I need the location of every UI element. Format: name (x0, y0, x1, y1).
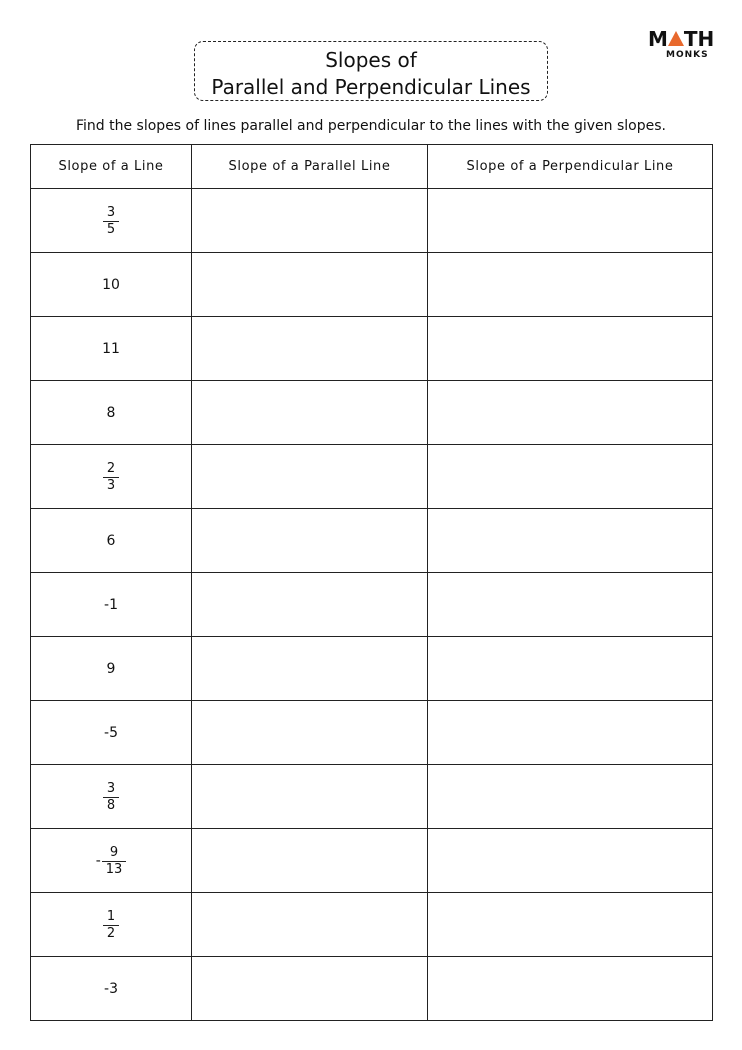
table-row (31, 765, 713, 829)
perpendicular-answer-cell[interactable] (428, 701, 713, 765)
given-slope-cell (31, 445, 192, 509)
header-perpendicular-slope: Slope of a Perpendicular Line (428, 145, 713, 189)
given-slope-cell (31, 893, 192, 957)
instructions: Find the slopes of lines parallel and perpendicular to the lines with the given slopes. (76, 118, 666, 134)
given-slope-cell (31, 701, 192, 765)
logo-wordmark (648, 28, 714, 50)
slope-value: -1 (104, 596, 118, 613)
slope-value: 10 (102, 276, 120, 293)
header-parallel-slope: Slope of a Parallel Line (192, 145, 428, 189)
parallel-answer-cell[interactable] (192, 765, 428, 829)
parallel-answer-cell[interactable] (192, 509, 428, 573)
given-slope-cell (31, 253, 192, 317)
slope-value: 9 (106, 660, 116, 677)
table-row (31, 189, 713, 253)
math-monks-logo (648, 28, 720, 64)
slopes-table (30, 144, 713, 1021)
slope-value: 11 (102, 340, 120, 357)
perpendicular-answer-cell[interactable] (428, 317, 713, 381)
parallel-answer-cell[interactable] (192, 829, 428, 893)
table-header-row (31, 145, 713, 189)
parallel-answer-cell[interactable] (192, 573, 428, 637)
logo-subtext: MONKS (666, 50, 709, 60)
table-row (31, 957, 713, 1021)
fraction (103, 461, 119, 493)
slope-value: -5 (104, 724, 118, 741)
given-slope-cell (31, 957, 192, 1021)
fraction (103, 781, 119, 813)
parallel-answer-cell[interactable] (192, 253, 428, 317)
table-row (31, 893, 713, 957)
table-row (31, 317, 713, 381)
perpendicular-answer-cell[interactable] (428, 893, 713, 957)
given-slope-cell (31, 765, 192, 829)
table-row (31, 445, 713, 509)
given-slope-cell (31, 509, 192, 573)
perpendicular-answer-cell[interactable] (428, 637, 713, 701)
fraction-numerator: 2 (106, 460, 116, 476)
table-row (31, 829, 713, 893)
title-box (194, 41, 548, 101)
parallel-answer-cell[interactable] (192, 893, 428, 957)
header-slope-of-line: Slope of a Line (31, 145, 192, 189)
given-slope-cell (31, 317, 192, 381)
fraction-denominator: 3 (103, 477, 119, 493)
perpendicular-answer-cell[interactable] (428, 765, 713, 829)
fraction-numerator: 3 (106, 780, 116, 796)
parallel-answer-cell[interactable] (192, 381, 428, 445)
fraction-denominator: 2 (103, 925, 119, 941)
perpendicular-answer-cell[interactable] (428, 381, 713, 445)
negative-sign: - (95, 852, 101, 869)
perpendicular-answer-cell[interactable] (428, 253, 713, 317)
table-row (31, 381, 713, 445)
perpendicular-answer-cell[interactable] (428, 829, 713, 893)
fraction-numerator: 1 (106, 908, 116, 924)
fraction-denominator: 8 (103, 797, 119, 813)
logo-letters-th: TH (683, 27, 715, 51)
logo-letter-m: M (648, 27, 668, 51)
fraction (102, 845, 127, 877)
fraction-denominator: 5 (103, 221, 119, 237)
title-line-2: Parallel and Perpendicular Lines (211, 75, 531, 99)
perpendicular-answer-cell[interactable] (428, 573, 713, 637)
triangle-icon (668, 31, 684, 46)
perpendicular-answer-cell[interactable] (428, 189, 713, 253)
parallel-answer-cell[interactable] (192, 701, 428, 765)
fraction-numerator: 3 (106, 204, 116, 220)
perpendicular-answer-cell[interactable] (428, 957, 713, 1021)
given-slope-cell (31, 381, 192, 445)
parallel-answer-cell[interactable] (192, 317, 428, 381)
perpendicular-answer-cell[interactable] (428, 445, 713, 509)
fraction (103, 205, 119, 237)
parallel-answer-cell[interactable] (192, 637, 428, 701)
table-row (31, 701, 713, 765)
parallel-answer-cell[interactable] (192, 189, 428, 253)
parallel-answer-cell[interactable] (192, 957, 428, 1021)
fraction-numerator: 9 (109, 844, 119, 860)
given-slope-cell (31, 573, 192, 637)
table-row (31, 509, 713, 573)
slope-value: -3 (104, 980, 118, 997)
fraction (103, 909, 119, 941)
title-line-1: Slopes of (325, 48, 417, 72)
parallel-answer-cell[interactable] (192, 445, 428, 509)
table-row (31, 637, 713, 701)
perpendicular-answer-cell[interactable] (428, 509, 713, 573)
given-slope-cell (31, 829, 192, 893)
table-body (31, 189, 713, 1021)
given-slope-cell (31, 637, 192, 701)
slope-value: 8 (106, 404, 116, 421)
table-row (31, 253, 713, 317)
given-slope-cell (31, 189, 192, 253)
fraction-denominator: 13 (102, 861, 127, 877)
slope-value: 6 (106, 532, 116, 549)
table-row (31, 573, 713, 637)
